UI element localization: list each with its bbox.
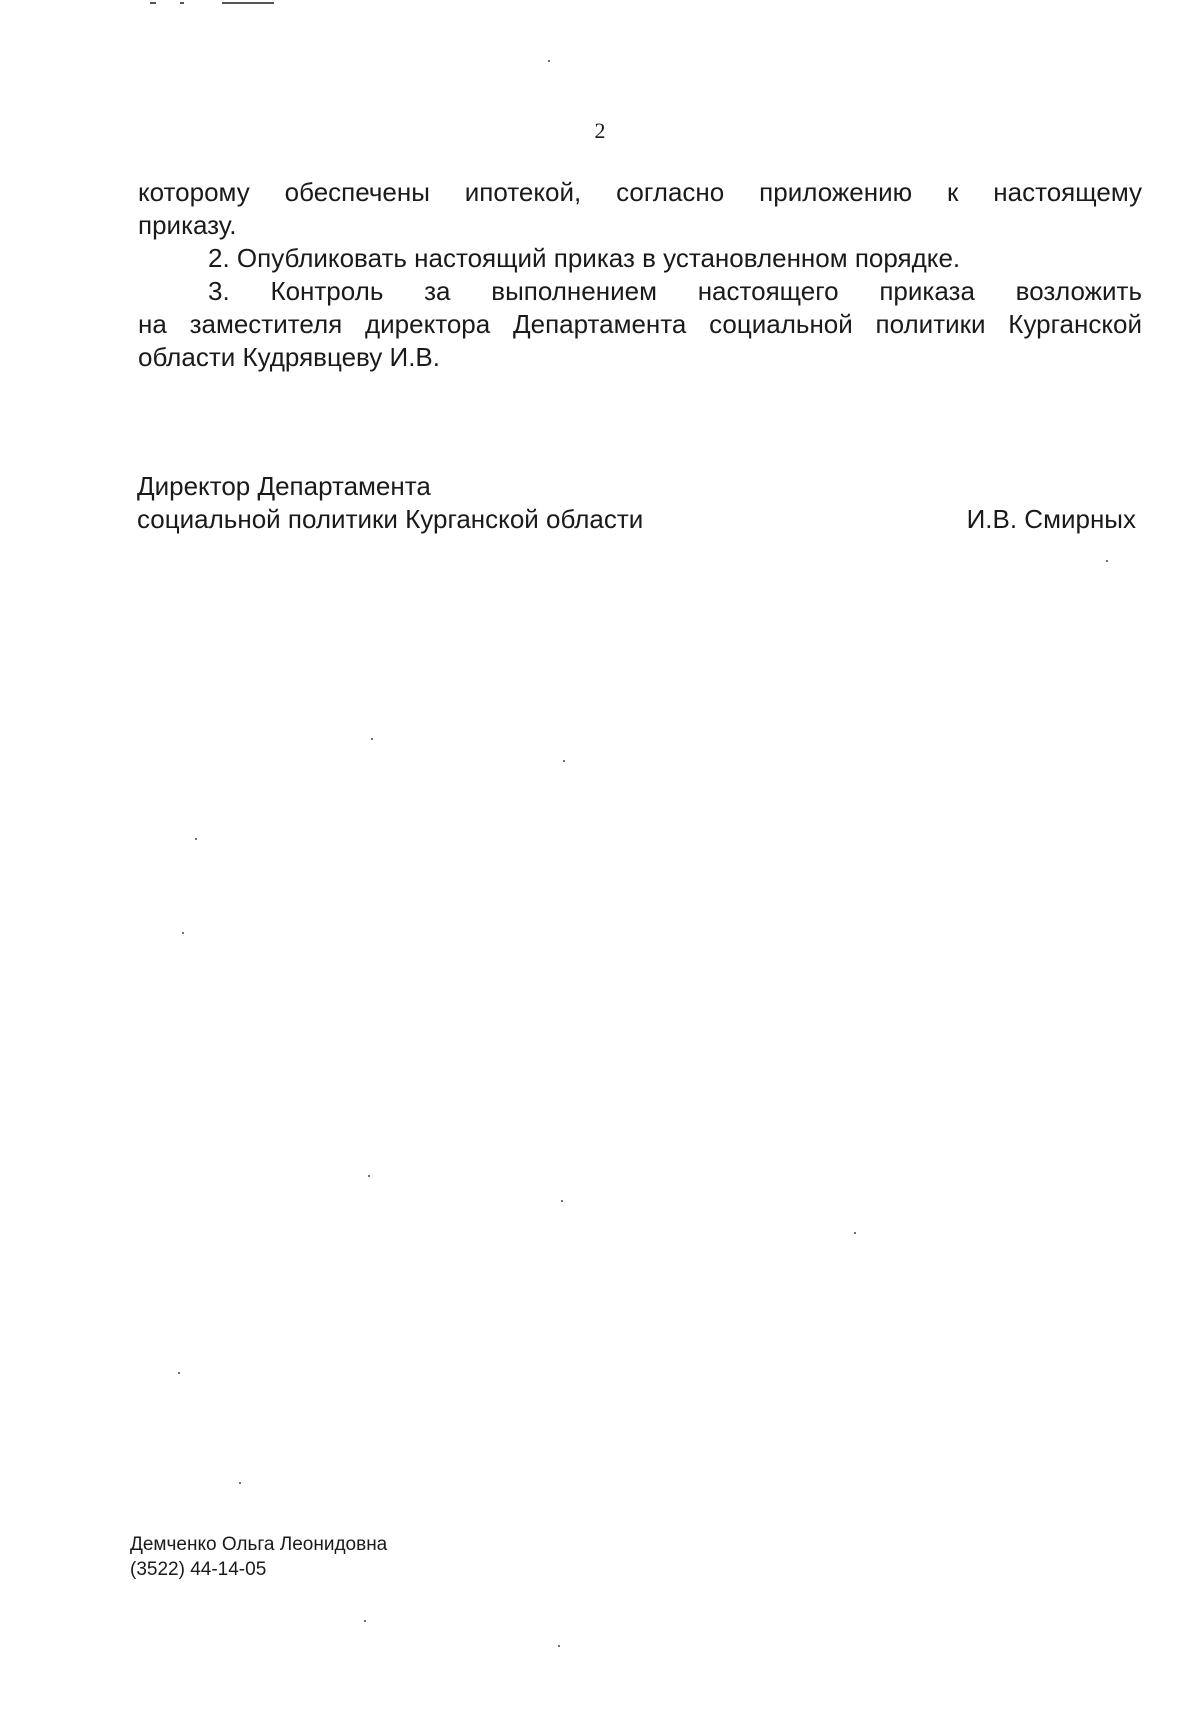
paragraph-1-line-1: которому обеспечены ипотекой, согласно приложению к настоящему	[138, 177, 1142, 207]
scan-artifact	[222, 2, 274, 4]
paragraph-3-line-2: на заместителя директора Департамента социальной политики Курганской	[138, 309, 1142, 339]
paragraph-1-line-2: приказу.	[138, 210, 237, 240]
scan-speck	[364, 1620, 366, 1622]
scan-speck	[561, 1200, 563, 1202]
scan-speck	[371, 738, 373, 740]
executor-name: Демченко Ольга Леонидовна	[130, 1534, 388, 1555]
signer-position-line-1: Директор Департамента	[137, 471, 431, 501]
paragraph-3-line-1: 3. Контроль за выполнением настоящего приказа возложить	[208, 276, 1142, 306]
scan-speck	[548, 60, 550, 62]
executor-block	[130, 1532, 387, 1582]
scan-speck	[368, 1175, 370, 1177]
scan-speck	[178, 1372, 180, 1374]
page-number: 2	[594, 118, 606, 143]
main-text	[138, 176, 1142, 374]
scan-speck	[558, 1645, 560, 1647]
executor-phone: (3522) 44-14-05	[130, 1559, 267, 1580]
scan-speck	[239, 1482, 241, 1484]
signer-name: И.В. Смирных	[966, 504, 1136, 534]
signature-block	[137, 470, 1142, 536]
scan-speck	[182, 932, 184, 934]
scan-speck	[854, 1232, 856, 1234]
scan-speck	[1106, 560, 1108, 562]
scan-artifact	[150, 2, 156, 4]
signer-position-line-2: социальной политики Курганской области	[137, 504, 644, 534]
paragraph-3-line-3: области Кудрявцеву И.В.	[138, 342, 440, 372]
paragraph-2: 2. Опубликовать настоящий приказ в установленном порядке.	[208, 243, 961, 273]
scan-artifact	[180, 2, 184, 4]
scan-speck	[563, 760, 565, 762]
scan-speck	[195, 838, 197, 840]
